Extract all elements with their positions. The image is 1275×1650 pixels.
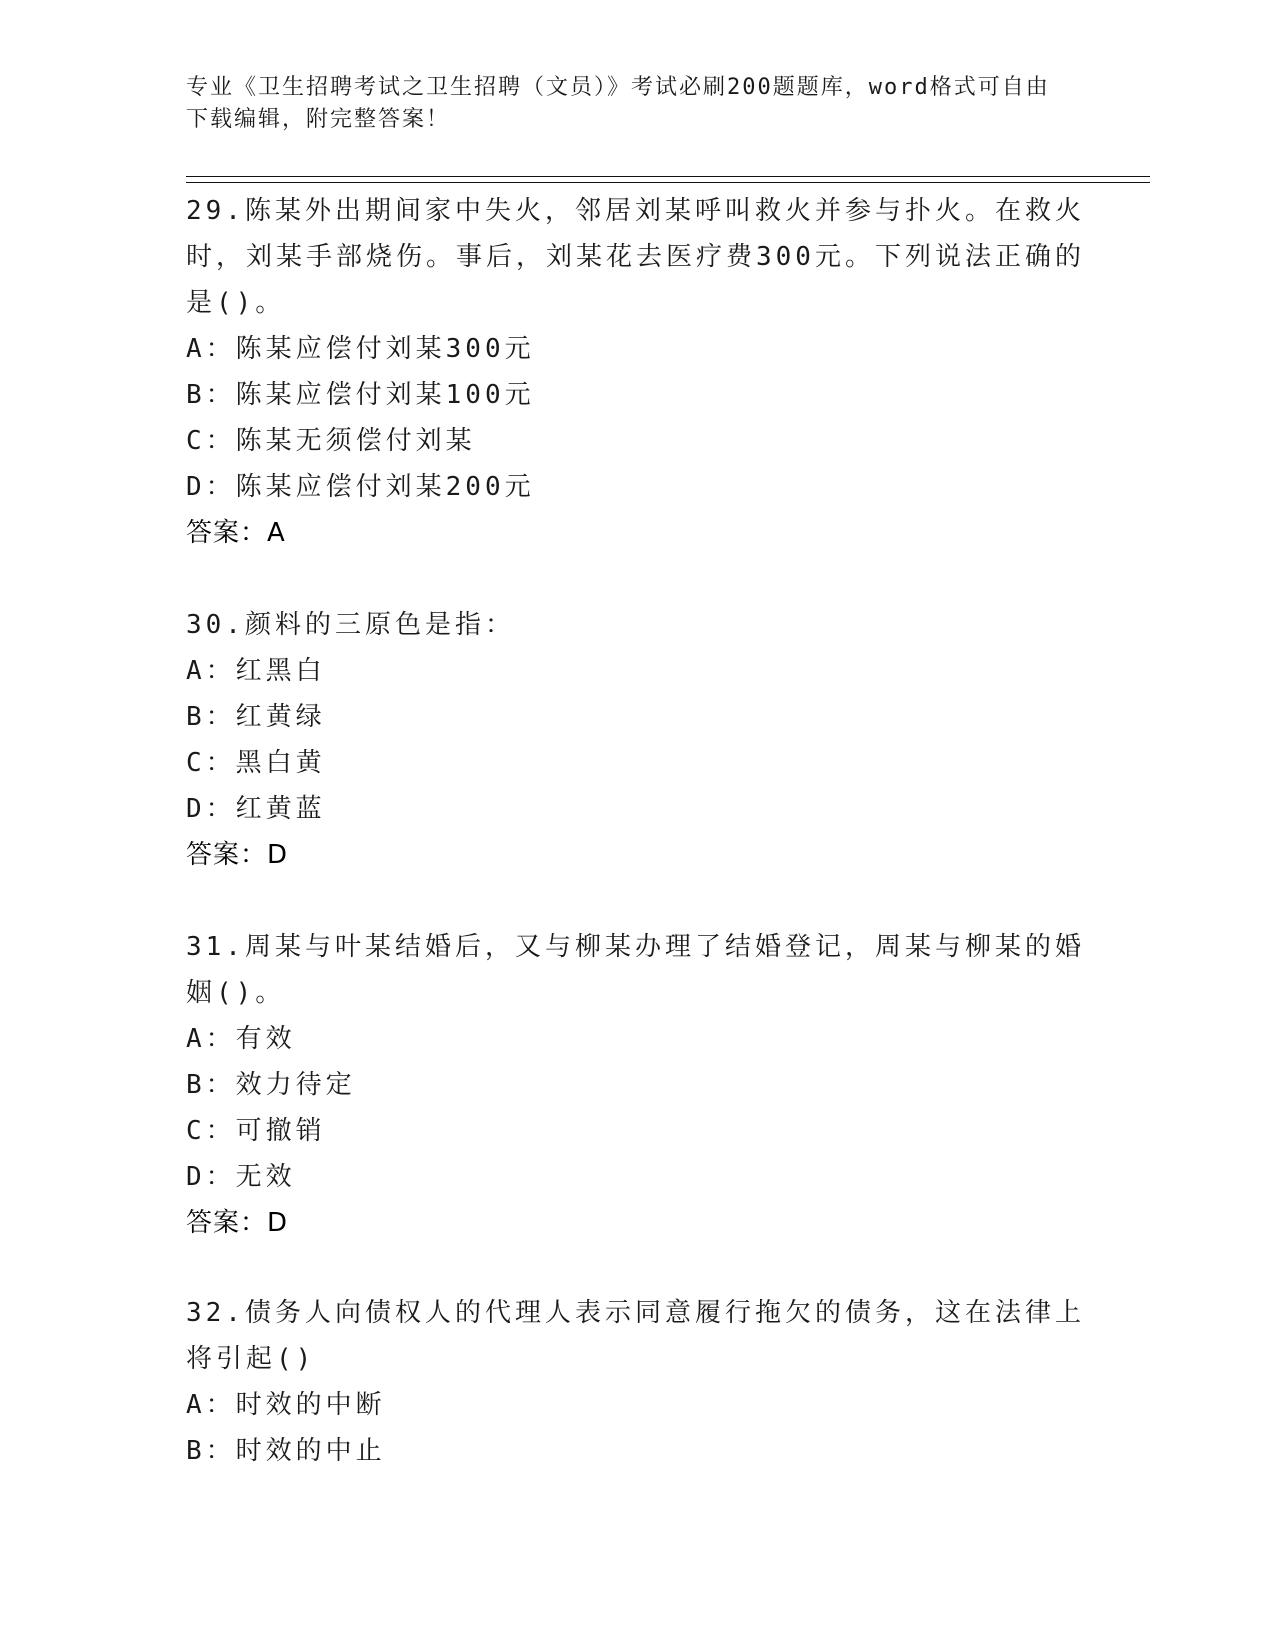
option-d: D：红黄蓝 (186, 794, 326, 824)
option-c: C：黑白黄 (186, 748, 326, 778)
answer: 答案：D (186, 840, 289, 870)
option-b: B：时效的中止 (186, 1436, 386, 1466)
option-a: A：有效 (186, 1024, 296, 1054)
option-c: C：陈某无须偿付刘某 (186, 426, 476, 456)
question-31 (186, 924, 1086, 1246)
option-c: C：可撤销 (186, 1116, 326, 1146)
question-stem: 29.陈某外出期间家中失火，邻居刘某呼叫救火并参与扑火。在救火时，刘某手部烧伤。事后，刘某花去医疗费300元。下列说法正确的是()。 (186, 196, 1085, 318)
header-rule-bottom (186, 182, 1150, 183)
option-d: D：无效 (186, 1162, 296, 1192)
document-header (186, 72, 1066, 136)
header-rule-top (186, 176, 1150, 177)
option-a: A：陈某应偿付刘某300元 (186, 334, 535, 364)
question-29 (186, 188, 1086, 556)
question-32 (186, 1290, 1086, 1474)
header-intro: 专业《卫生招聘考试之卫生招聘（文员）》考试必刷200题题库，word格式可自由下载编辑，附完整答案！ (186, 75, 1050, 132)
answer: 答案：D (186, 1208, 289, 1238)
option-b: B：红黄绿 (186, 702, 326, 732)
question-stem: 32.债务人向债权人的代理人表示同意履行拖欠的债务，这在法律上将引起() (186, 1298, 1085, 1374)
option-b: B：陈某应偿付刘某100元 (186, 380, 535, 410)
answer: 答案：A (186, 518, 286, 548)
question-stem: 30.颜料的三原色是指： (186, 610, 515, 640)
option-a: A：时效的中断 (186, 1390, 386, 1420)
question-30 (186, 602, 1086, 878)
option-a: A：红黑白 (186, 656, 326, 686)
option-b: B：效力待定 (186, 1070, 356, 1100)
question-stem: 31.周某与叶某结婚后，又与柳某办理了结婚登记，周某与柳某的婚姻()。 (186, 932, 1085, 1008)
option-d: D：陈某应偿付刘某200元 (186, 472, 535, 502)
